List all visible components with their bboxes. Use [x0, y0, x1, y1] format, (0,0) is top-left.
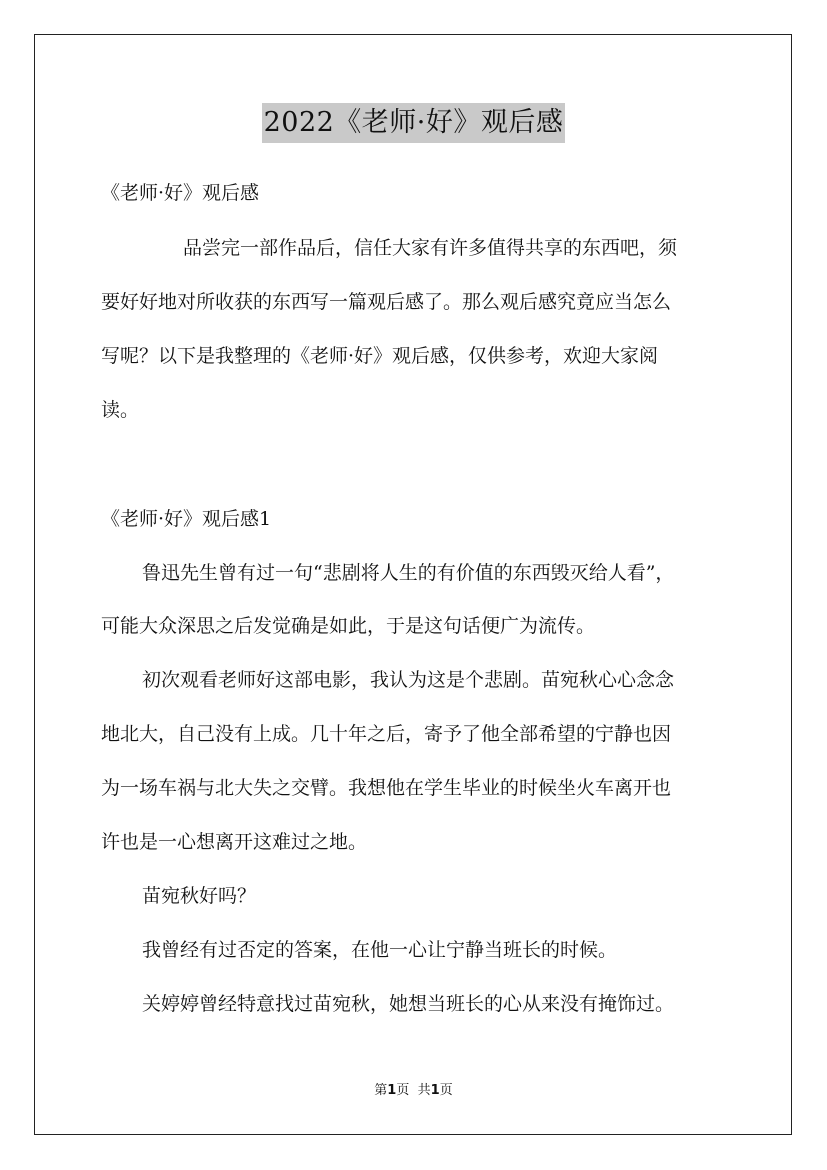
paragraph-line: 我曾经有过否定的答案，在他一心让宁静当班长的时候。	[142, 939, 618, 961]
paragraph-line: 苗宛秋好吗？	[142, 885, 257, 907]
page-prefix: 第	[374, 1083, 388, 1098]
paragraph-line: 读。	[101, 399, 140, 421]
page-footer	[0, 1082, 827, 1100]
paragraph-line: 鲁迅先生曾有过一句“悲剧将人生的有价值的东西毁灭给人看”，	[142, 562, 675, 584]
total-suffix: 页	[439, 1083, 453, 1098]
paragraph-line: 为一场车祸与北大失之交臂。我想他在学生毕业的时候坐火车离开也	[101, 777, 672, 799]
total-prefix: 共	[417, 1083, 431, 1098]
paragraph-line: 要好好地对所收获的东西写一篇观后感了。那么观后感究竟应当怎么	[101, 291, 672, 313]
paragraph-line: 可能大众深思之后发觉确是如此，于是这句话便广为流传。	[101, 615, 596, 637]
title-container	[0, 103, 827, 143]
paragraph-line: 许也是一心想离开这难过之地。	[101, 831, 368, 853]
section-heading: 《老师·好》观后感	[101, 182, 260, 204]
paragraph-line: 关婷婷曾经特意找过苗宛秋，她想当班长的心从来没有掩饰过。	[142, 993, 675, 1015]
paragraph-line: 写呢？以下是我整理的《老师·好》观后感，仅供参考，欢迎大家阅	[101, 345, 659, 367]
paragraph-line: 初次观看老师好这部电影，我认为这是个悲剧。苗宛秋心心念念	[142, 669, 675, 691]
paragraph-line: 品尝完一部作品后，信任大家有许多值得共享的东西吧，须	[183, 237, 678, 259]
total-pages: 1	[430, 1083, 440, 1098]
section-heading: 《老师·好》观后感1	[101, 508, 272, 530]
page-suffix: 页	[396, 1083, 410, 1098]
page-number: 1	[387, 1083, 397, 1098]
document-title: 2022《老师·好》观后感	[262, 103, 566, 143]
paragraph-line: 地北大，自己没有上成。几十年之后，寄予了他全部希望的宁静也因	[101, 723, 672, 745]
